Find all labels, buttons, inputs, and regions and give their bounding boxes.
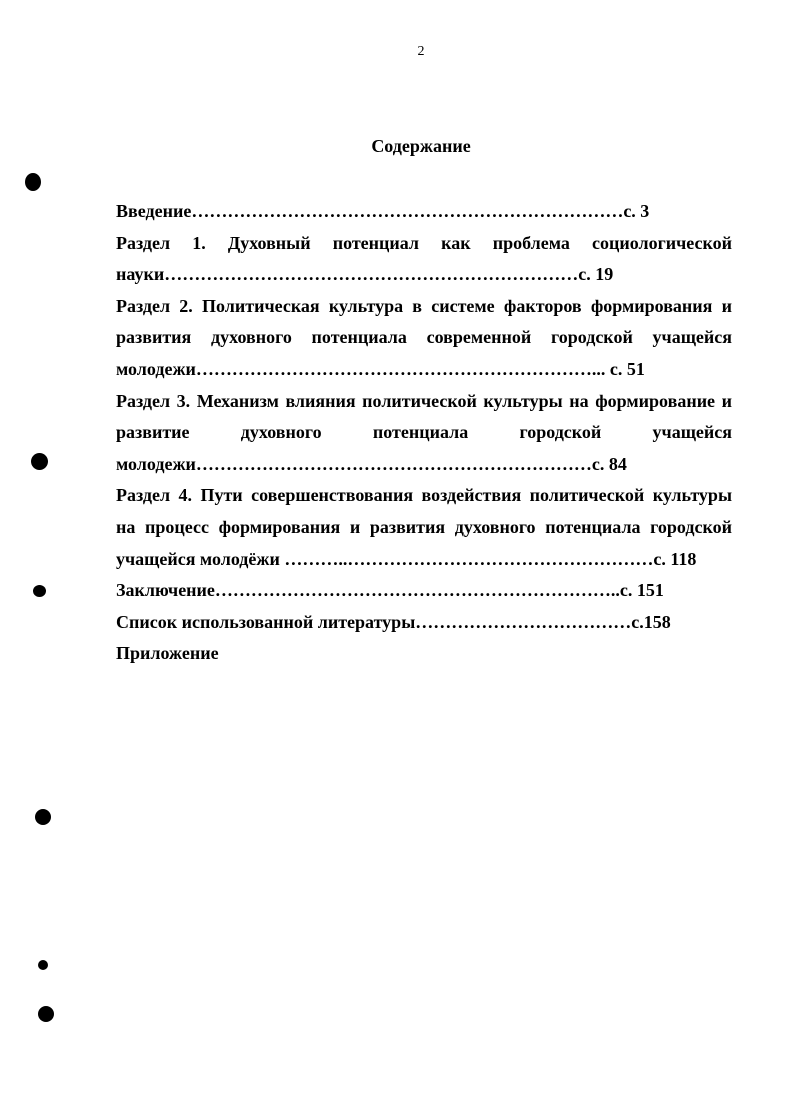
toc-entry-text: Раздел 4. Пути совершенствования воздействия политической культуры на процесс формирования и развития духовного потенциала городской учащейся молодёжи xyxy=(116,485,732,569)
toc-entry-appendix xyxy=(116,638,732,670)
toc-leader: ………..…………………………………………… xyxy=(279,548,654,569)
toc-leader: ……………………………………………………………… xyxy=(191,201,624,221)
toc-entry-page: с. 151 xyxy=(619,580,664,601)
punch-hole-mark xyxy=(33,585,46,597)
toc-leader: ……………………………… xyxy=(415,611,632,632)
toc-entry-text: Раздел 2. Политическая культура в системе факторов формирования и развития духовного потенциала современной городской учащейся молодежи xyxy=(116,295,732,379)
toc-leader: ………………………………………………………… xyxy=(195,358,592,379)
toc-entry-text: Введение xyxy=(116,201,192,221)
punch-hole-mark xyxy=(25,173,41,191)
toc-leader: ………………………………………………………… xyxy=(195,453,592,474)
toc-entry-section-2 xyxy=(116,291,732,386)
toc-entry-text: Приложение xyxy=(116,643,219,664)
toc-entry-text: Список использованной литературы xyxy=(116,611,416,632)
punch-hole-mark xyxy=(38,1006,54,1022)
toc-entry-section-3 xyxy=(116,386,732,481)
punch-hole-mark xyxy=(38,960,48,970)
toc-leader: ………………………………………………………….. xyxy=(214,580,620,601)
toc-entry-bibliography xyxy=(116,607,732,639)
toc-entry-conclusion xyxy=(116,575,732,607)
toc-entry-text: Заключение xyxy=(116,580,215,601)
toc-entry-page: с.158 xyxy=(631,611,671,632)
toc-title: Содержание xyxy=(371,136,471,156)
toc-leader: …………………………………………………………… xyxy=(164,264,579,285)
toc-entry-page: ... с. 51 xyxy=(591,358,645,379)
toc-entry-section-1 xyxy=(116,228,732,291)
toc-entry-page: с. 84 xyxy=(591,453,627,474)
toc-entry-page: с. 3 xyxy=(623,201,650,221)
punch-hole-mark xyxy=(35,809,51,825)
punch-hole-mark xyxy=(31,453,48,470)
toc-entry-introduction xyxy=(116,196,732,228)
toc-entry-text: Раздел 1. Духовный потенциал как проблема социологической науки xyxy=(116,232,732,285)
page-number: 2 xyxy=(417,44,425,59)
toc-entry-page: с. 19 xyxy=(578,264,614,285)
toc-entry-section-4 xyxy=(116,480,732,575)
toc-entry-text: Раздел 3. Механизм влияния политической культуры на формирование и развитие духовного потенциала городской учащейся молодежи xyxy=(116,390,732,474)
table-of-contents xyxy=(116,196,732,670)
toc-entry-page: с. 118 xyxy=(653,548,697,569)
